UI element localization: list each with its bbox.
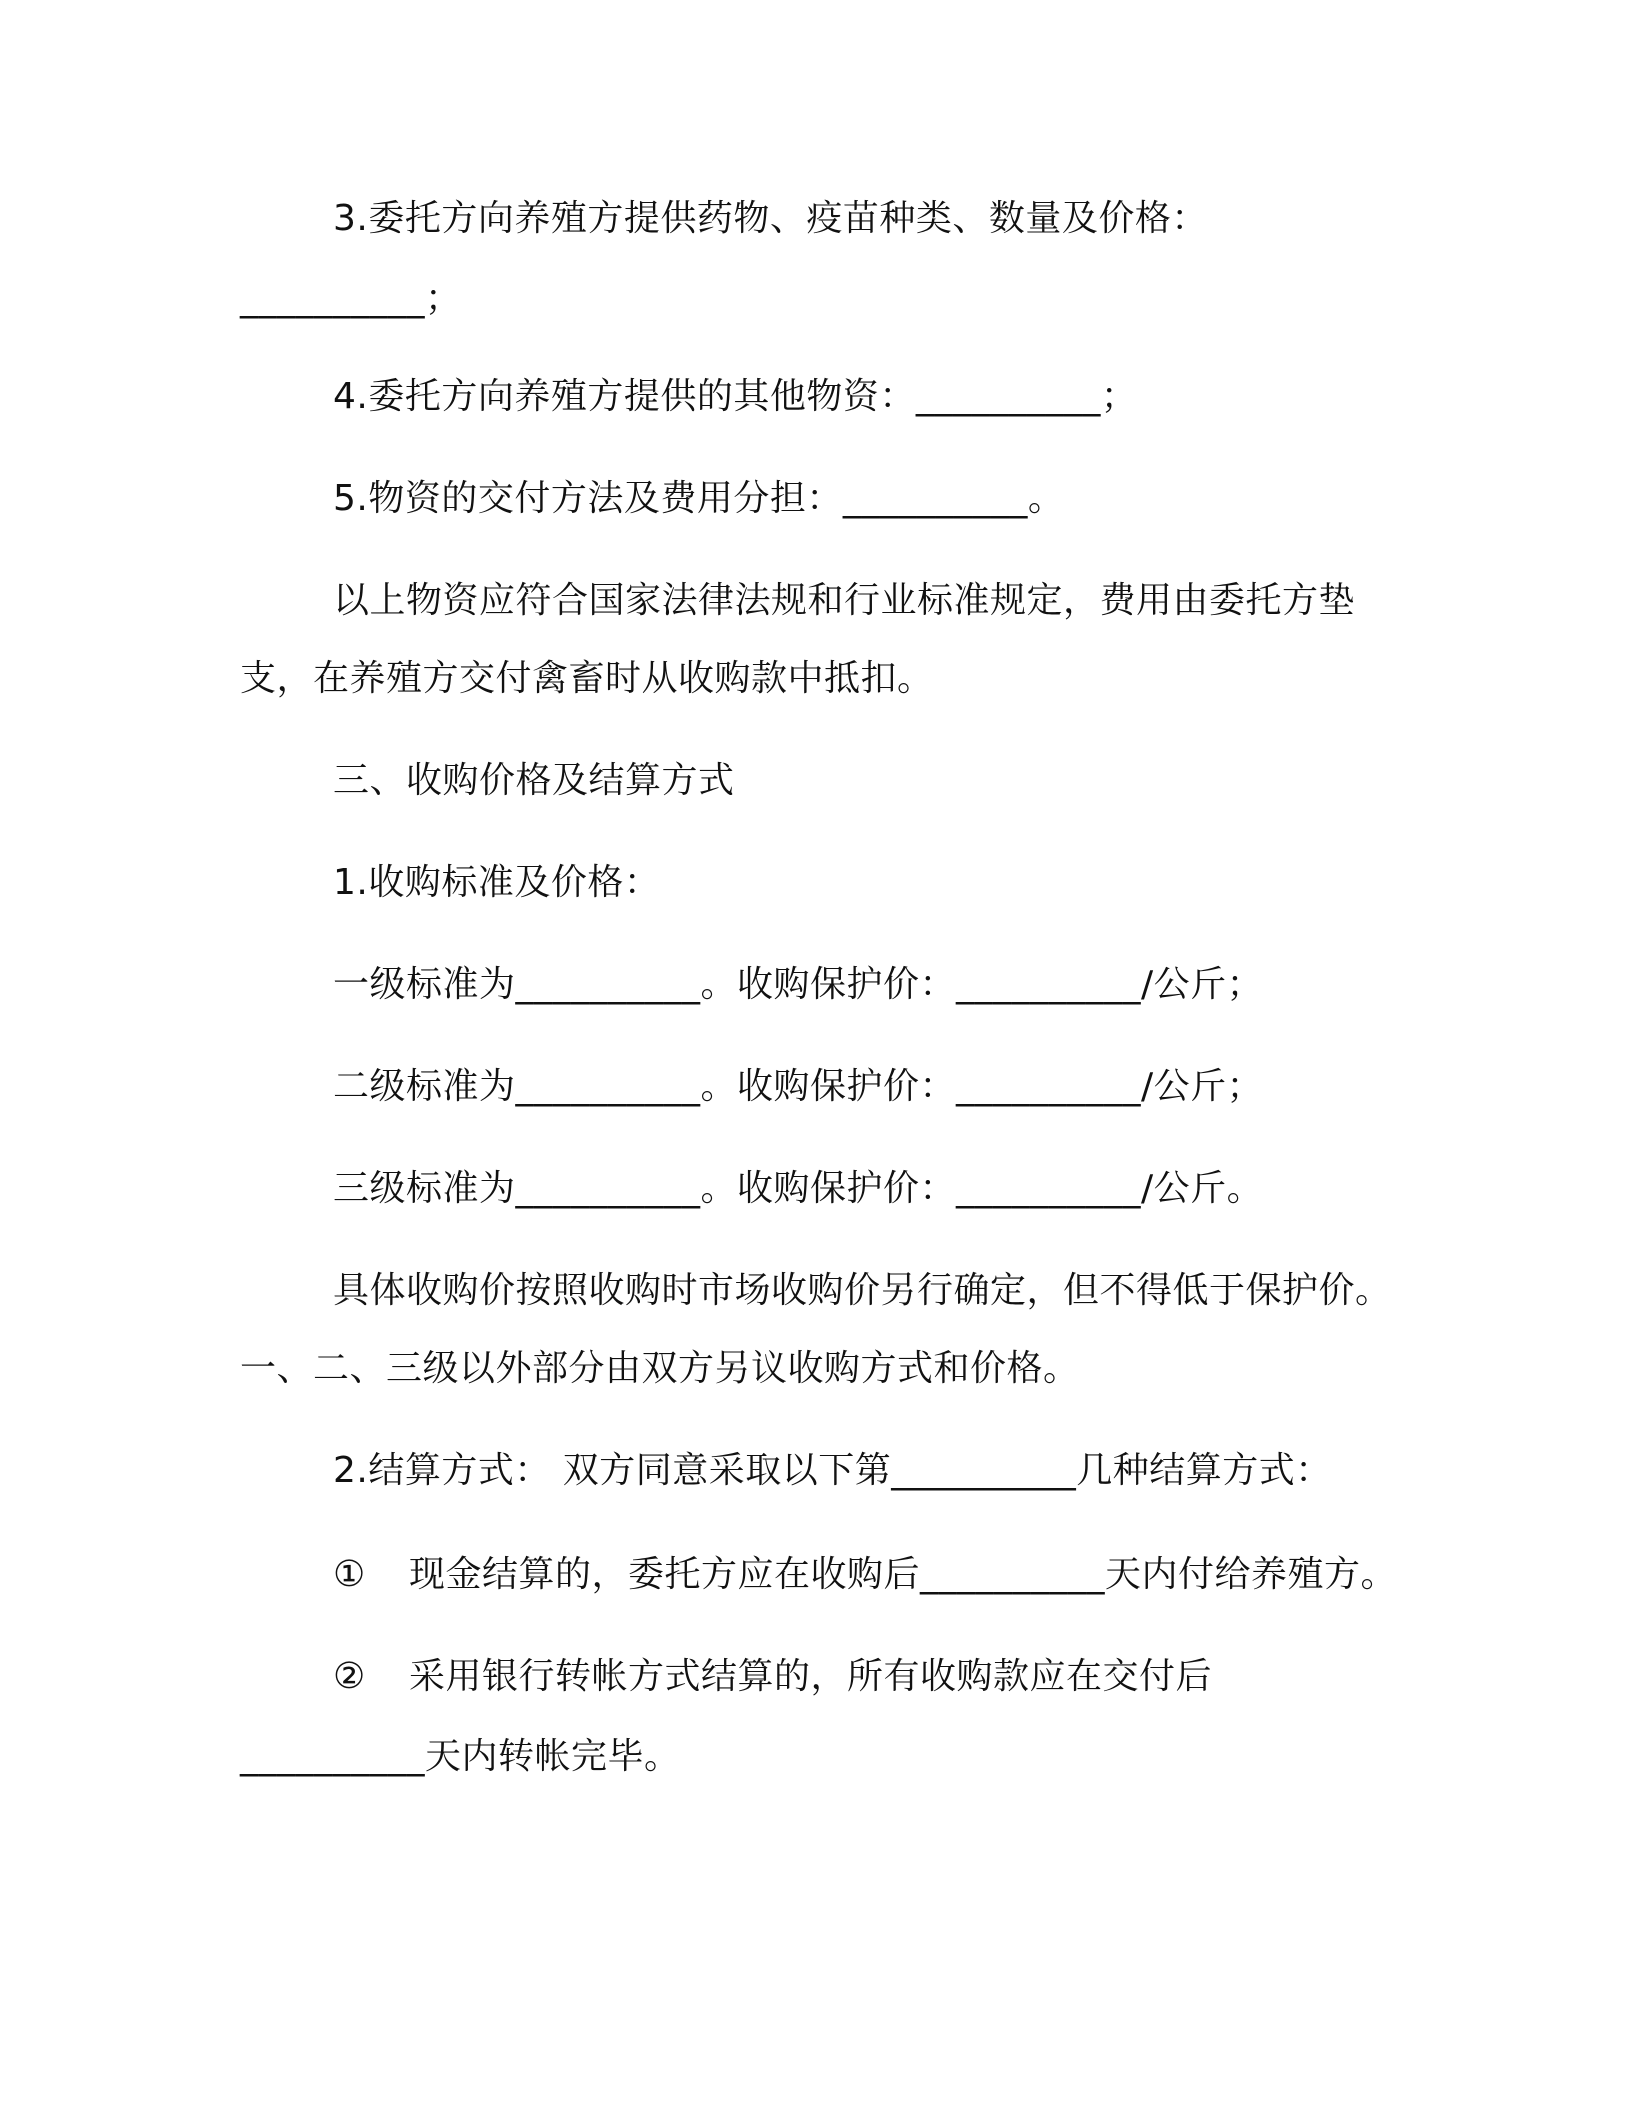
purchase-standard-heading: 1.收购标准及价格： <box>333 862 661 903</box>
grade-1-line: 一级标准为__________。收购保护价：__________/公斤； <box>333 964 1264 1005</box>
settlement-option-2-continued: __________天内转帐完毕。 <box>240 1736 681 1777</box>
materials-note-line-1: 以上物资应符合国家法律法规和行业标准规定，费用由委托方垫 <box>333 580 1356 621</box>
grade-3-line: 三级标准为__________。收购保护价：__________/公斤。 <box>333 1168 1264 1209</box>
option-1-text: 现金结算的，委托方应在收购后__________天内付给养殖方。 <box>409 1554 1398 1595</box>
clause-5-line: 5.物资的交付方法及费用分担：__________。 <box>333 478 1065 519</box>
section-3-heading: 三、收购价格及结算方式 <box>333 760 735 801</box>
price-note-line-1: 具体收购价按照收购时市场收购价另行确定，但不得低于保护价。 <box>333 1270 1392 1311</box>
materials-note-line-2: 支，在养殖方交付禽畜时从收购款中抵扣。 <box>240 658 934 699</box>
settlement-heading: 2.结算方式： 双方同意采取以下第__________几种结算方式： <box>333 1450 1332 1491</box>
clause-3-blank-line: __________； <box>240 278 462 319</box>
option-1-marker: ① <box>333 1554 366 1595</box>
option-2-text: 采用银行转帐方式结算的，所有收购款应在交付后 <box>409 1656 1213 1697</box>
clause-3-line: 3.委托方向养殖方提供药物、疫苗种类、数量及价格： <box>333 198 1208 239</box>
grade-2-line: 二级标准为__________。收购保护价：__________/公斤； <box>333 1066 1264 1107</box>
settlement-option-1 <box>333 1552 1493 1598</box>
option-2-marker: ② <box>333 1656 366 1697</box>
settlement-option-2 <box>333 1654 1493 1700</box>
price-note-line-2: 一、二、三级以外部分由双方另议收购方式和价格。 <box>240 1348 1080 1389</box>
clause-4-line: 4.委托方向养殖方提供的其他物资：__________； <box>333 376 1138 417</box>
